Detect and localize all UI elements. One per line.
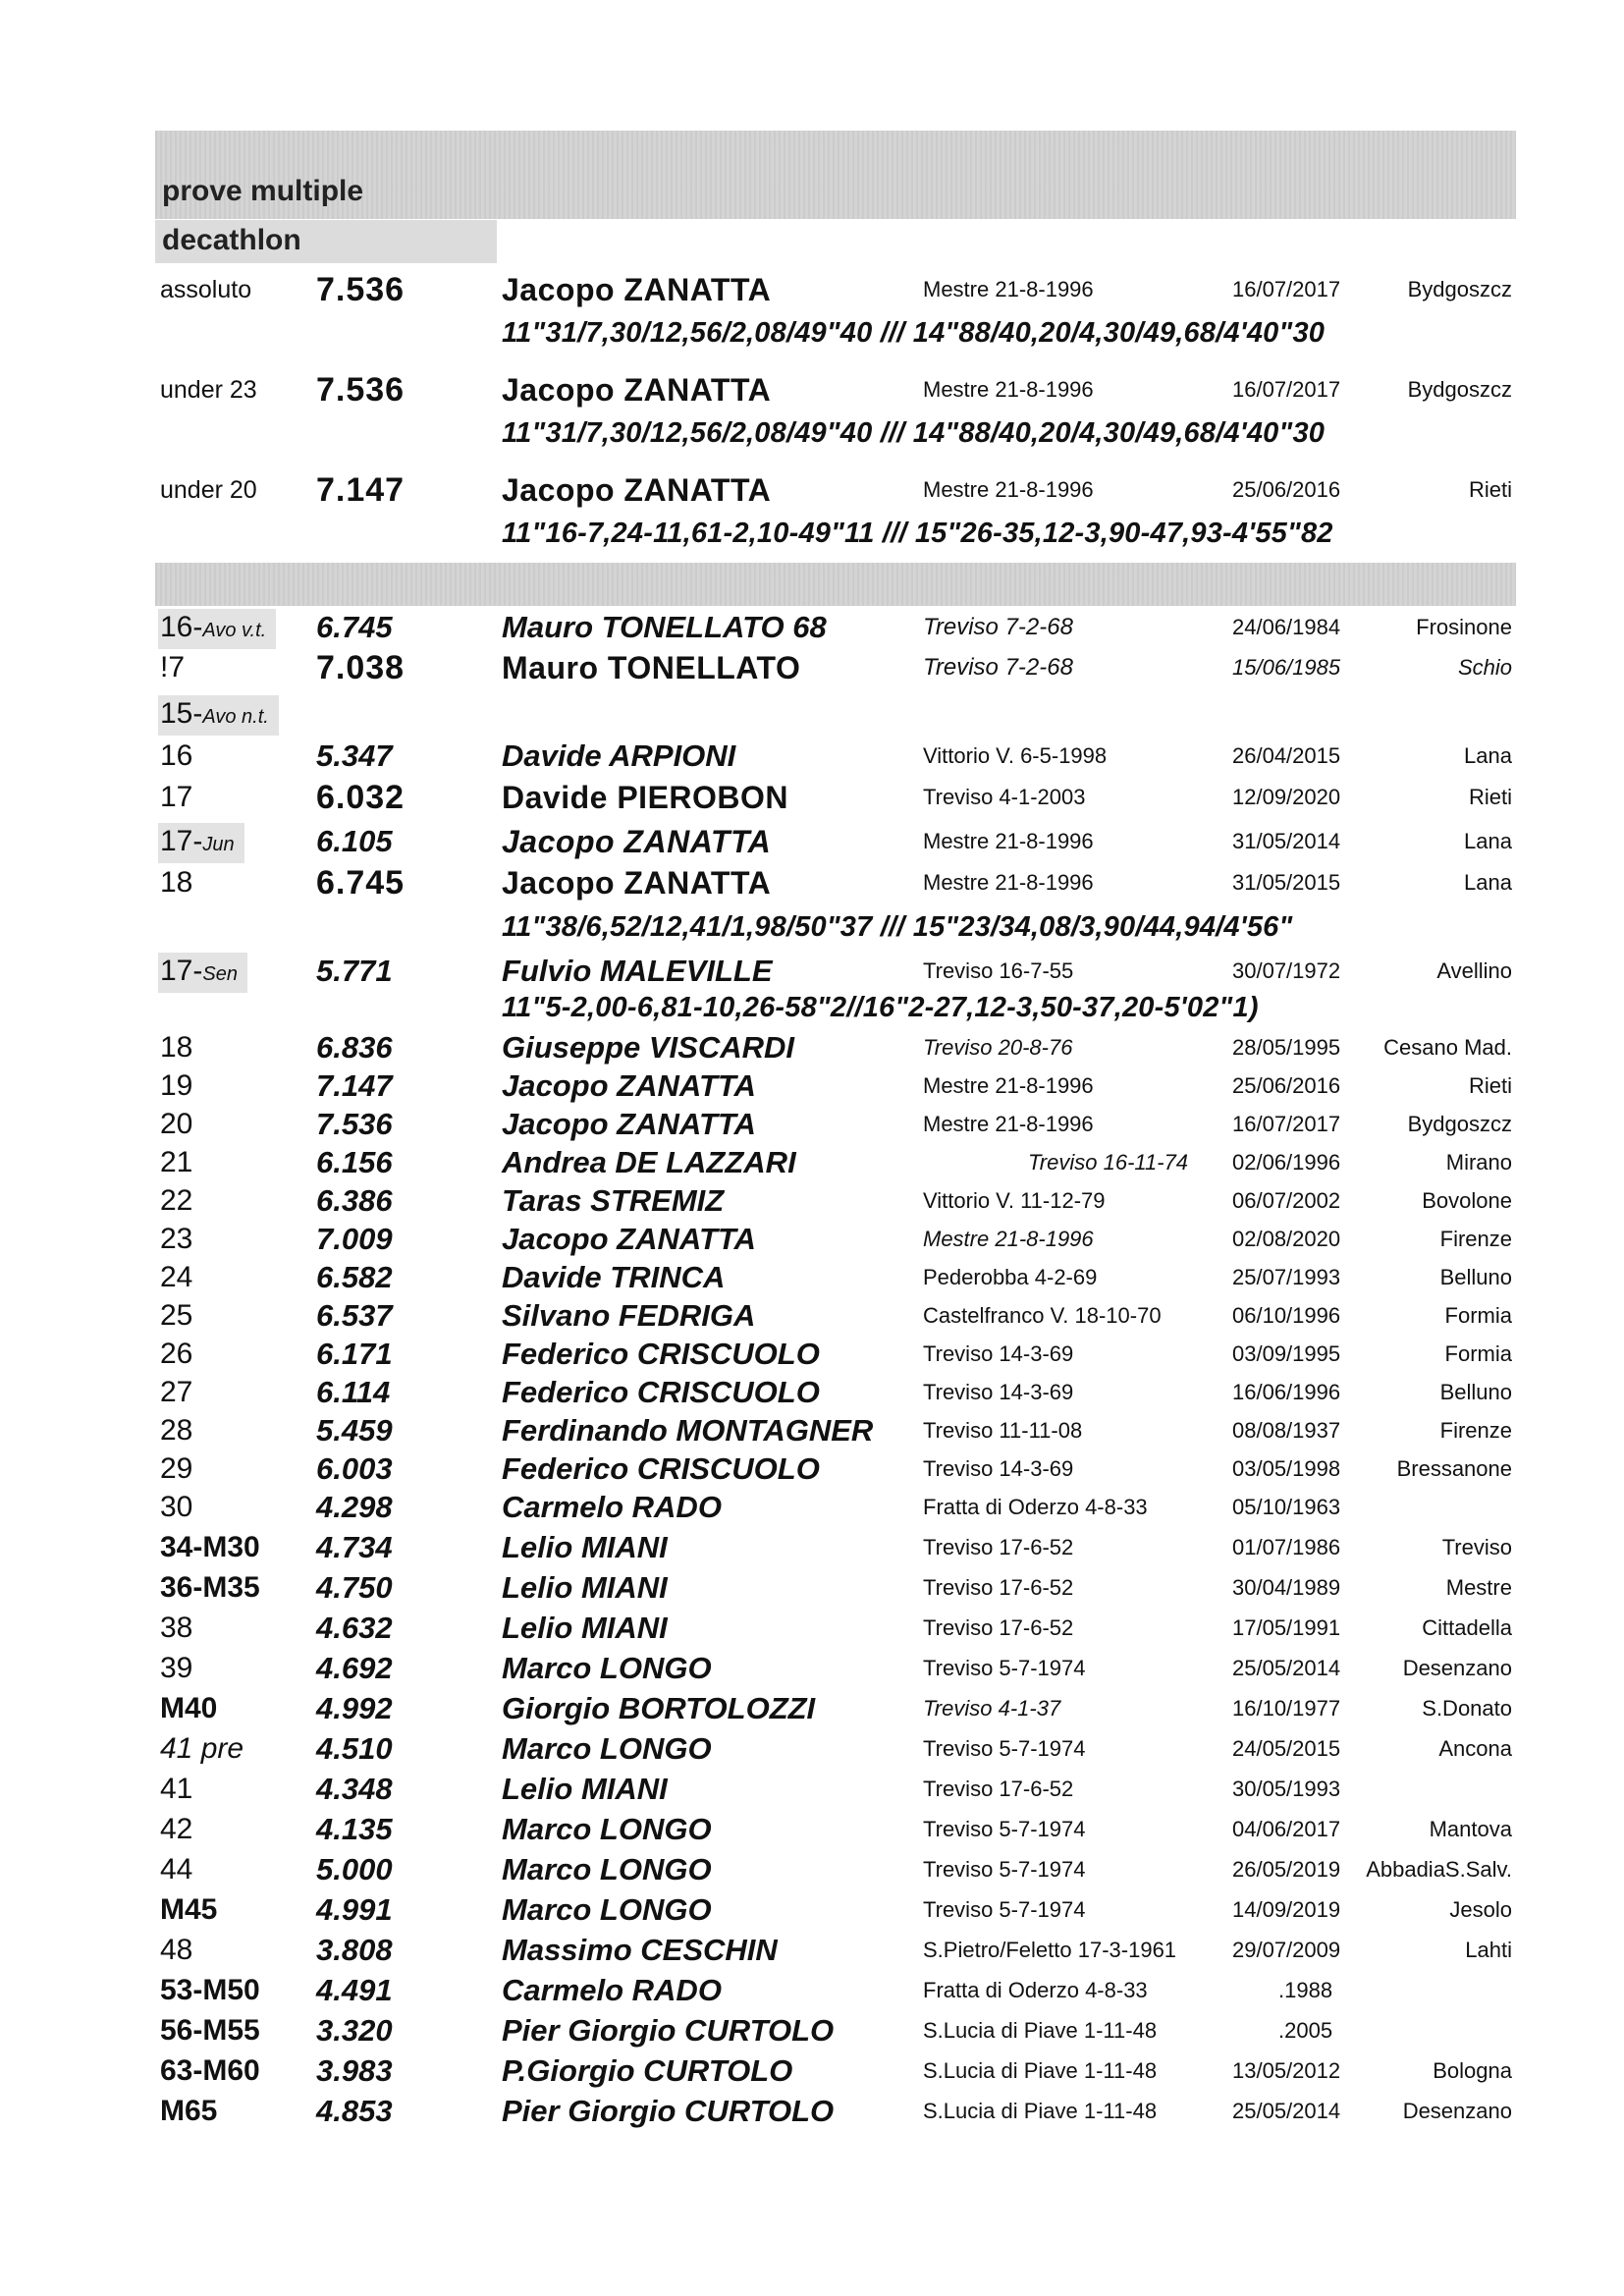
score: 4.750 xyxy=(316,1570,393,1605)
record-row xyxy=(0,1650,1624,1687)
record-place: Lana xyxy=(1464,870,1512,895)
record-date: 06/10/1996 xyxy=(1232,1303,1341,1328)
record-date: .2005 xyxy=(1278,2018,1333,2043)
record-row xyxy=(0,371,1624,409)
subsection-label-box xyxy=(155,220,497,263)
category: under 20 xyxy=(160,476,257,504)
record-date: 30/07/1972 xyxy=(1232,958,1341,983)
event-splits: 11"38/6,52/12,41/1,98/50"37 /// 15"23/34,08/3,90/44,94/4'56" xyxy=(502,911,1293,943)
category: 24 xyxy=(160,1261,193,1293)
record-date: 02/08/2020 xyxy=(1232,1227,1341,1251)
record-date: 24/06/1984 xyxy=(1232,615,1341,639)
record-row xyxy=(0,1972,1624,2009)
category-note: Avo n.t. xyxy=(202,706,269,728)
record-place: Rieti xyxy=(1468,785,1512,809)
category: 39 xyxy=(160,1652,193,1684)
birth-info: Vittorio V. 11-12-79 xyxy=(923,1188,1106,1213)
record-date: .1988 xyxy=(1278,1978,1333,2002)
category: 30 xyxy=(160,1491,193,1523)
record-row xyxy=(0,471,1624,509)
score: 4.298 xyxy=(316,1490,393,1524)
record-place: Frosinone xyxy=(1416,615,1512,639)
birth-info: Treviso 14-3-69 xyxy=(923,1380,1074,1404)
record-place: Formia xyxy=(1444,1341,1512,1366)
category: 22 xyxy=(160,1184,193,1217)
athlete-name: Jacopo ZANATTA xyxy=(502,272,772,307)
birth-info: Treviso 5-7-1974 xyxy=(923,1656,1086,1680)
category xyxy=(158,609,276,649)
athlete-name: Jacopo ZANATTA xyxy=(502,372,772,408)
athlete-name: Lelio MIANI xyxy=(502,1570,668,1605)
birth-info: Treviso 20-8-76 xyxy=(923,1035,1073,1060)
athlete-name: Silvano FEDRIGA xyxy=(502,1298,756,1333)
score: 3.320 xyxy=(316,2013,393,2048)
record-row xyxy=(0,1144,1624,1181)
score: 4.135 xyxy=(316,1812,393,1846)
category xyxy=(158,953,247,993)
athlete-name: Lelio MIANI xyxy=(502,1611,668,1645)
record-date: 25/07/1993 xyxy=(1232,1265,1341,1289)
category: 42 xyxy=(160,1813,193,1845)
birth-info: Treviso 7-2-68 xyxy=(923,614,1073,640)
category: 41 pre xyxy=(160,1732,244,1765)
category-age: 17- xyxy=(160,955,203,987)
birth-info: Treviso 17-6-52 xyxy=(923,1575,1074,1600)
athlete-name: Pier Giorgio CURTOLO xyxy=(502,2094,835,2128)
record-date: 26/05/2019 xyxy=(1232,1857,1341,1882)
category: !7 xyxy=(160,651,186,683)
birth-info: Treviso 7-2-68 xyxy=(923,654,1073,681)
birth-info: Treviso 17-6-52 xyxy=(923,1535,1074,1559)
record-date: 05/10/1963 xyxy=(1232,1495,1341,1519)
category-age: 16- xyxy=(160,611,203,643)
record-date: 25/05/2014 xyxy=(1232,1656,1341,1680)
score: 3.808 xyxy=(316,1933,393,1967)
record-row xyxy=(0,779,1624,816)
athlete-name: Pier Giorgio CURTOLO xyxy=(502,2013,835,2048)
record-date: 25/06/2016 xyxy=(1232,1073,1341,1098)
score: 6.105 xyxy=(316,824,393,858)
category-age: 17- xyxy=(160,825,203,857)
record-date: 25/06/2016 xyxy=(1232,477,1341,502)
athlete-name: Davide ARPIONI xyxy=(502,738,736,773)
athlete-name: Jacopo ZANATTA xyxy=(502,865,772,901)
category: 25 xyxy=(160,1299,193,1332)
record-date: 13/05/2012 xyxy=(1232,2058,1341,2083)
record-row xyxy=(0,1891,1624,1929)
record-row xyxy=(0,738,1624,775)
birth-info: S.Lucia di Piave 1-11-48 xyxy=(923,2058,1158,2083)
record-place: Ancona xyxy=(1438,1736,1512,1761)
record-place: Firenze xyxy=(1439,1418,1512,1443)
record-row xyxy=(0,823,1624,860)
record-place: Mestre xyxy=(1445,1575,1512,1600)
category: 56-M55 xyxy=(160,2014,260,2047)
birth-info: Treviso 11-11-08 xyxy=(923,1418,1083,1443)
score: 6.745 xyxy=(316,864,406,902)
category-note: Jun xyxy=(202,834,235,855)
record-place: Belluno xyxy=(1439,1380,1512,1404)
record-date: 16/07/2017 xyxy=(1232,1112,1341,1136)
record-date: 03/05/1998 xyxy=(1232,1456,1341,1481)
record-place: Bydgoszcz xyxy=(1407,1112,1512,1136)
birth-info: Treviso 4-1-37 xyxy=(923,1696,1061,1721)
athlete-name: Marco LONGO xyxy=(502,1651,712,1685)
record-date: 15/06/1985 xyxy=(1232,655,1341,680)
record-row xyxy=(0,1106,1624,1143)
record-date: 26/04/2015 xyxy=(1232,743,1341,768)
record-row xyxy=(0,1771,1624,1808)
category: M65 xyxy=(160,2095,218,2127)
event-splits: 11"5-2,00-6,81-10,26-58"2//16"2-27,12-3,50-37,20-5'02"1) xyxy=(502,992,1259,1023)
athlete-name: Carmelo RADO xyxy=(502,1490,722,1524)
athlete-name: Carmelo RADO xyxy=(502,1973,722,2007)
record-date: 28/05/1995 xyxy=(1232,1035,1341,1060)
category-note: Sen xyxy=(202,963,238,985)
athlete-name: Marco LONGO xyxy=(502,1731,712,1766)
category-note: Avo v.t. xyxy=(202,620,267,641)
record-place: Schio xyxy=(1457,655,1512,680)
athlete-name: Federico CRISCUOLO xyxy=(502,1375,820,1409)
record-date: 24/05/2015 xyxy=(1232,1736,1341,1761)
record-row xyxy=(0,649,1624,686)
record-place: Rieti xyxy=(1468,477,1512,502)
score: 4.632 xyxy=(316,1611,393,1645)
score: 5.000 xyxy=(316,1852,393,1886)
birth-info: Treviso 14-3-69 xyxy=(923,1456,1074,1481)
athlete-name: Mauro TONELLATO 68 xyxy=(502,610,827,644)
record-date: 16/07/2017 xyxy=(1232,377,1341,402)
record-date: 30/05/1993 xyxy=(1232,1777,1341,1801)
record-row xyxy=(0,1450,1624,1488)
athlete-name: Federico CRISCUOLO xyxy=(502,1337,820,1371)
record-date: 31/05/2015 xyxy=(1232,870,1341,895)
record-place: Lana xyxy=(1464,829,1512,853)
birth-info: Treviso 5-7-1974 xyxy=(923,1736,1086,1761)
record-row xyxy=(0,271,1624,308)
score: 7.009 xyxy=(316,1222,393,1256)
record-row xyxy=(0,1412,1624,1449)
birth-info: Mestre 21-8-1996 xyxy=(923,1227,1094,1251)
record-row xyxy=(0,1851,1624,1888)
score: 5.347 xyxy=(316,738,393,773)
category: 20 xyxy=(160,1108,193,1140)
record-row xyxy=(0,1932,1624,1969)
record-row xyxy=(0,1690,1624,1727)
category: 41 xyxy=(160,1773,193,1805)
athlete-name: Davide PIEROBON xyxy=(502,780,789,815)
score: 6.582 xyxy=(316,1260,393,1294)
category: 28 xyxy=(160,1414,193,1447)
record-date: 02/06/1996 xyxy=(1232,1150,1341,1175)
athlete-name: Ferdinando MONTAGNER xyxy=(502,1413,874,1448)
record-date: 14/09/2019 xyxy=(1232,1897,1341,1922)
category: 27 xyxy=(160,1376,193,1408)
athlete-name: Marco LONGO xyxy=(502,1812,712,1846)
score: 7.038 xyxy=(316,649,406,686)
record-date: 12/09/2020 xyxy=(1232,785,1341,809)
birth-info: Mestre 21-8-1996 xyxy=(923,1112,1094,1136)
record-date: 30/04/1989 xyxy=(1232,1575,1341,1600)
athlete-name: Taras STREMIZ xyxy=(502,1183,725,1218)
record-row xyxy=(0,1374,1624,1411)
record-date: 25/05/2014 xyxy=(1232,2099,1341,2123)
record-date: 31/05/2014 xyxy=(1232,829,1341,853)
record-row xyxy=(0,609,1624,646)
category: under 23 xyxy=(160,376,257,404)
record-date: 17/05/1991 xyxy=(1232,1615,1341,1640)
score: 4.348 xyxy=(316,1772,393,1806)
record-date: 16/10/1977 xyxy=(1232,1696,1341,1721)
birth-info: S.Lucia di Piave 1-11-48 xyxy=(923,2099,1158,2123)
score: 5.459 xyxy=(316,1413,393,1448)
category: 34-M30 xyxy=(160,1531,260,1563)
record-row xyxy=(0,695,1624,733)
record-date: 08/08/1937 xyxy=(1232,1418,1341,1443)
category: 19 xyxy=(160,1069,193,1102)
record-row xyxy=(0,1529,1624,1566)
event-splits: 11"16-7,24-11,61-2,10-49"11 /// 15"26-35,12-3,90-47,93-4'55"82 xyxy=(502,518,1333,549)
record-place: Bologna xyxy=(1433,2058,1512,2083)
record-row xyxy=(0,864,1624,902)
athlete-name: Giuseppe VISCARDI xyxy=(502,1030,794,1065)
athlete-name: Federico CRISCUOLO xyxy=(502,1451,820,1486)
category: assoluto xyxy=(160,276,252,303)
record-row xyxy=(0,1730,1624,1768)
birth-info: S.Lucia di Piave 1-11-48 xyxy=(923,2018,1158,2043)
score: 6.171 xyxy=(316,1337,393,1371)
score: 6.836 xyxy=(316,1030,393,1065)
score: 4.992 xyxy=(316,1691,393,1725)
record-place: S.Donato xyxy=(1422,1696,1512,1721)
score: 6.537 xyxy=(316,1298,393,1333)
record-date: 16/07/2017 xyxy=(1232,277,1341,301)
record-place: Rieti xyxy=(1468,1073,1512,1098)
event-splits: 11"31/7,30/12,56/2,08/49"40 /// 14"88/40,20/4,30/49,68/4'40"30 xyxy=(502,317,1326,349)
record-place: Cesano Mad. xyxy=(1383,1035,1512,1060)
birth-info: Treviso 4-1-2003 xyxy=(923,785,1086,809)
record-place: Lana xyxy=(1464,743,1512,768)
record-row xyxy=(0,1336,1624,1373)
record-place: Mirano xyxy=(1445,1150,1512,1175)
record-date: 03/09/1995 xyxy=(1232,1341,1341,1366)
record-place: Desenzano xyxy=(1402,2099,1512,2123)
category: M45 xyxy=(160,1893,218,1926)
section-title: prove multiple xyxy=(162,175,364,207)
subsection-title: decathlon xyxy=(162,224,301,256)
birth-info: Mestre 21-8-1996 xyxy=(923,377,1094,402)
record-date: 06/07/2002 xyxy=(1232,1188,1341,1213)
category-age: 15- xyxy=(160,697,203,730)
birth-info: Mestre 21-8-1996 xyxy=(923,829,1094,853)
record-place: Belluno xyxy=(1439,1265,1512,1289)
record-place: Lahti xyxy=(1465,1938,1512,1962)
category: 26 xyxy=(160,1338,193,1370)
record-date: 04/06/2017 xyxy=(1232,1817,1341,1841)
record-row xyxy=(0,1221,1624,1258)
record-row xyxy=(0,1610,1624,1647)
birth-info: Fratta di Oderzo 4-8-33 xyxy=(923,1495,1148,1519)
score: 4.853 xyxy=(316,2094,393,2128)
birth-info: Treviso 17-6-52 xyxy=(923,1777,1074,1801)
score: 4.734 xyxy=(316,1530,393,1564)
record-place: Cittadella xyxy=(1422,1615,1512,1640)
score: 7.536 xyxy=(316,271,406,308)
score: 6.156 xyxy=(316,1145,393,1179)
athlete-name: Lelio MIANI xyxy=(502,1530,668,1564)
birth-info: Mestre 21-8-1996 xyxy=(923,870,1094,895)
record-date: 01/07/1986 xyxy=(1232,1535,1341,1559)
record-row xyxy=(0,1569,1624,1607)
score: 6.386 xyxy=(316,1183,393,1218)
category: 29 xyxy=(160,1452,193,1485)
record-row xyxy=(0,953,1624,990)
birth-info: Treviso 14-3-69 xyxy=(923,1341,1074,1366)
record-row xyxy=(0,2052,1624,2090)
birth-info: Mestre 21-8-1996 xyxy=(923,277,1094,301)
score: 7.147 xyxy=(316,1068,393,1103)
divider-band xyxy=(155,563,1516,606)
birth-info: Mestre 21-8-1996 xyxy=(923,1073,1094,1098)
record-row xyxy=(0,2093,1624,2130)
athlete-name: Massimo CESCHIN xyxy=(502,1933,778,1967)
record-place: Treviso xyxy=(1441,1535,1512,1559)
record-place: Firenze xyxy=(1439,1227,1512,1251)
record-place: Jesolo xyxy=(1449,1897,1512,1922)
athlete-name: Lelio MIANI xyxy=(502,1772,668,1806)
birth-info: Treviso 16-7-55 xyxy=(923,958,1074,983)
record-row xyxy=(0,1259,1624,1296)
record-row xyxy=(0,1182,1624,1220)
score: 6.114 xyxy=(316,1375,391,1409)
category: 23 xyxy=(160,1223,193,1255)
birth-info: Treviso 16-11-74 xyxy=(1028,1150,1189,1175)
athlete-name: Jacopo ZANATTA xyxy=(502,824,772,859)
athlete-name: Marco LONGO xyxy=(502,1852,712,1886)
category: 21 xyxy=(160,1146,193,1178)
score: 5.771 xyxy=(316,954,393,988)
athlete-name: Davide TRINCA xyxy=(502,1260,726,1294)
record-row xyxy=(0,1067,1624,1105)
score: 4.692 xyxy=(316,1651,393,1685)
birth-info: Treviso 5-7-1974 xyxy=(923,1897,1086,1922)
score: 3.983 xyxy=(316,2053,393,2088)
athlete-name: Fulvio MALEVILLE xyxy=(502,954,773,988)
birth-info: Treviso 5-7-1974 xyxy=(923,1857,1086,1882)
birth-info: Pederobba 4-2-69 xyxy=(923,1265,1098,1289)
record-place: Desenzano xyxy=(1402,1656,1512,1680)
category xyxy=(158,695,279,736)
athlete-name: Marco LONGO xyxy=(502,1892,712,1927)
birth-info: Fratta di Oderzo 4-8-33 xyxy=(923,1978,1148,2002)
record-row xyxy=(0,2012,1624,2050)
score: 4.510 xyxy=(316,1731,393,1766)
birth-info: S.Pietro/Feletto 17-3-1961 xyxy=(923,1938,1177,1962)
category: 53-M50 xyxy=(160,1974,260,2006)
record-place: Avellino xyxy=(1436,958,1512,983)
score: 6.745 xyxy=(316,610,393,644)
category: 63-M60 xyxy=(160,2054,260,2087)
score: 4.491 xyxy=(316,1973,393,2007)
record-date: 29/07/2009 xyxy=(1232,1938,1341,1962)
score: 7.147 xyxy=(316,471,406,509)
category: 48 xyxy=(160,1934,193,1966)
athlete-name: Jacopo ZANATTA xyxy=(502,1222,756,1256)
record-place: Mantova xyxy=(1429,1817,1512,1841)
category: 36-M35 xyxy=(160,1571,260,1604)
birth-info: Treviso 5-7-1974 xyxy=(923,1817,1086,1841)
record-place: Bydgoszcz xyxy=(1407,277,1512,301)
athlete-name: P.Giorgio CURTOLO xyxy=(502,2053,793,2088)
record-row xyxy=(0,1489,1624,1526)
birth-info: Castelfranco V. 18-10-70 xyxy=(923,1303,1162,1328)
category: 38 xyxy=(160,1612,193,1644)
category: 18 xyxy=(160,1031,193,1064)
athlete-name: Mauro TONELLATO xyxy=(502,650,801,685)
record-date: 16/06/1996 xyxy=(1232,1380,1341,1404)
record-row xyxy=(0,1029,1624,1066)
category: 44 xyxy=(160,1853,193,1886)
athlete-name: Jacopo ZANATTA xyxy=(502,472,772,508)
record-place: Formia xyxy=(1444,1303,1512,1328)
event-splits: 11"31/7,30/12,56/2,08/49"40 /// 14"88/40,20/4,30/49,68/4'40"30 xyxy=(502,417,1326,449)
score: 7.536 xyxy=(316,371,406,409)
athlete-name: Andrea DE LAZZARI xyxy=(502,1145,796,1179)
birth-info: Vittorio V. 6-5-1998 xyxy=(923,743,1108,768)
record-place: Bydgoszcz xyxy=(1407,377,1512,402)
record-place: AbbadiaS.Salv. xyxy=(1366,1857,1512,1882)
score: 6.032 xyxy=(316,779,406,816)
athlete-name: Giorgio BORTOLOZZI xyxy=(502,1691,816,1725)
record-row xyxy=(0,1811,1624,1848)
category: 17 xyxy=(160,781,193,813)
score: 7.536 xyxy=(316,1107,393,1141)
athlete-name: Jacopo ZANATTA xyxy=(502,1107,756,1141)
athlete-name: Jacopo ZANATTA xyxy=(502,1068,756,1103)
record-place: Bovolone xyxy=(1422,1188,1512,1213)
record-place: Bressanone xyxy=(1396,1456,1512,1481)
category xyxy=(158,823,244,863)
category: M40 xyxy=(160,1692,218,1724)
category: 18 xyxy=(160,866,193,899)
score: 6.003 xyxy=(316,1451,393,1486)
category: 16 xyxy=(160,739,193,772)
score: 4.991 xyxy=(316,1892,393,1927)
record-row xyxy=(0,1297,1624,1335)
birth-info: Treviso 17-6-52 xyxy=(923,1615,1074,1640)
birth-info: Mestre 21-8-1996 xyxy=(923,477,1094,502)
